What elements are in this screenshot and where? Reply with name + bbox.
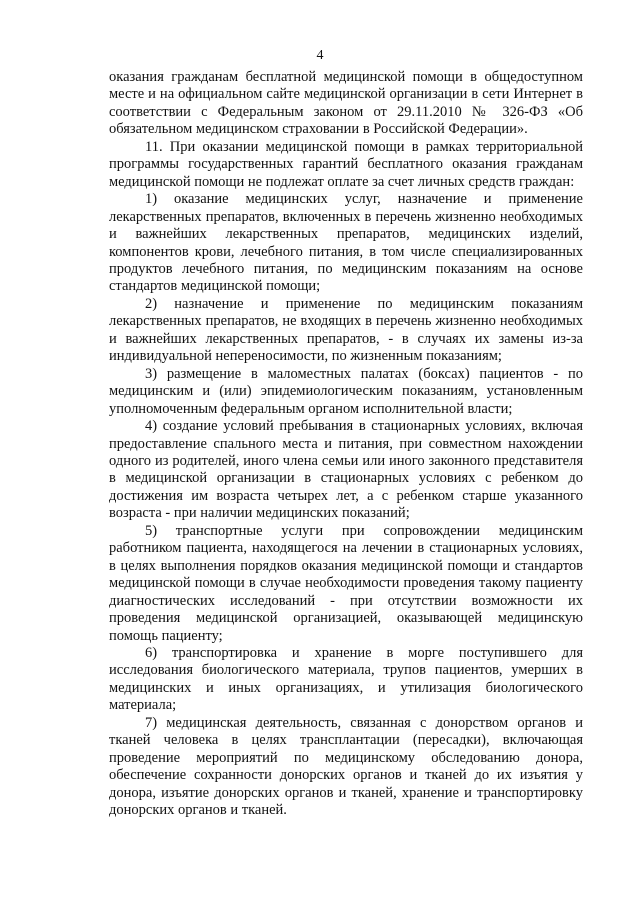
list-item-6: 6) транспортировка и хранение в морге поступившего для исследования биологического материала, трупов пациентов, умерших в медицинских и иных организациях, и утилизация биологического материала; bbox=[109, 644, 583, 714]
list-item-4: 4) создание условий пребывания в стационарных условиях, включая предоставление спального места и питания, при совместном нахождении одного из родителей, иного члена семьи или иного законного представителя в медицинской организации в стационарных условиях с ребенком до достижения им возраста четырех лет, а с ребенком старше указанного возраста - при наличии медицинских показаний; bbox=[109, 418, 583, 522]
list-item-3: 3) размещение в маломестных палатах (боксах) пациентов - по медицинским и (или) эпидемиологическим показаниям, установленным уполномоченным федеральным органом исполнительной власти; bbox=[109, 365, 583, 417]
list-item-2: 2) назначение и применение по медицинским показаниям лекарственных препаратов, не входящих в перечень жизненно необходимых и важнейших лекарственных препаратов, - в случаях их замены из-за индивидуальной непереносимости, по жизненным показаниям; bbox=[109, 295, 583, 365]
list-item-5: 5) транспортные услуги при сопровождении медицинским работником пациента, находящегося на лечении в стационарных условиях, в целях выполнения порядков оказания медицинской помощи и стандартов медицинской помощи в случае необходимости проведения такому пациенту диагностических исследований - при отсутствии возможности их проведения медицинской организацией, оказывающей медицинскую помощь пациенту; bbox=[109, 522, 583, 644]
document-body bbox=[109, 69, 583, 819]
list-item-7: 7) медицинская деятельность, связанная с донорством органов и тканей человека в целях трансплантации (пересадки), включающая проведение мероприятий по медицинскому обследованию донора, обеспечение сохранности донорских органов и тканей до их изъятия у донора, изъятие донорских органов и тканей, хранение и транспортировку донорских органов и тканей. bbox=[109, 714, 583, 819]
paragraph-item-11: 11. При оказании медицинской помощи в рамках территориальной программы государственных гарантий бесплатного оказания гражданам медицинской помощи не подлежат оплате за счет личных средств граждан: bbox=[109, 138, 583, 190]
paragraph-continuation: оказания гражданам бесплатной медицинской помощи в общедоступном месте и на официальном сайте медицинской организации в сети Интернет в соответствии с Федеральным законом от 29.11.2010 № 326-ФЗ «Об обязательном медицинском страховании в Российской Федерации». bbox=[109, 69, 583, 138]
page-number: 4 bbox=[316, 48, 324, 63]
list-item-1: 1) оказание медицинских услуг, назначение и применение лекарственных препаратов, включенных в перечень жизненно необходимых и важнейших лекарственных препаратов, медицинских изделий, компонентов крови, лечебного питания, в том числе специализированных продуктов лечебного питания, по медицинским показаниям на основе стандартов медицинской помощи; bbox=[109, 191, 583, 295]
